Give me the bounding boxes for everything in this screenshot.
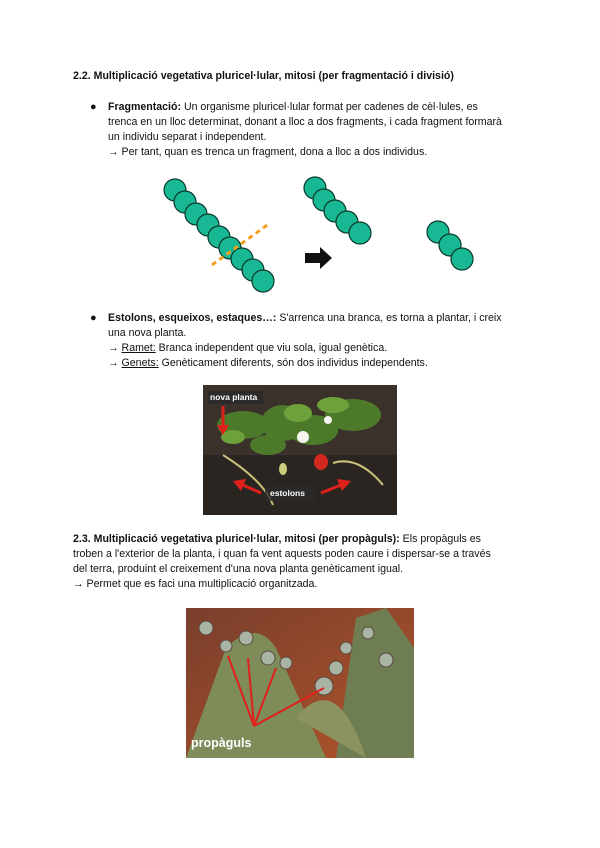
genets-term: Genets: <box>121 357 159 369</box>
cell <box>349 222 371 244</box>
label-nova-planta: nova planta <box>210 392 258 402</box>
fragmentation-diagram <box>150 170 490 300</box>
fragmentacio-line3: un individu separat i independent. <box>108 131 267 143</box>
propagules-photo <box>186 608 414 758</box>
ramet-term: Ramet: <box>121 342 156 354</box>
fragmentacio-paragraph <box>108 100 538 160</box>
fragmentacio-line2: trenca en un lloc determinat, donant a lloc a dos fragments, i cada fragment formarà <box>108 116 502 128</box>
arrow-right-icon <box>305 247 332 269</box>
estolons-term: Estolons, esqueixos, estaques…: <box>108 312 277 324</box>
estolons-paragraph <box>108 311 538 371</box>
section-heading-2-3: 2.3. Multiplicació vegetativa pluricel·lular, mitosi (per propàguls): <box>73 533 400 545</box>
ramet-line: → Ramet: Branca independent que viu sola, igual genètica. <box>108 342 388 354</box>
propaguls-line4: → Permet que es faci una multiplicació organitzada. <box>73 578 318 590</box>
label-propaguls: propàguls <box>191 736 252 750</box>
propaguls-text: Els propàguls es <box>399 533 481 545</box>
strawberry-photo <box>203 385 397 515</box>
cell <box>451 248 473 270</box>
bullet-dot: ● <box>90 312 97 324</box>
section-heading-2-2: 2.2. Multiplicació vegetativa pluricel·lular, mitosi (per fragmentació i divisió) <box>73 70 454 82</box>
fragmentacio-arrow-line: → Per tant, quan es trenca un fragment, dona a lloc a dos individus. <box>108 146 428 158</box>
label-estolons: estolons <box>270 488 305 498</box>
bullet-dot: ● <box>90 101 97 113</box>
fragmentacio-text: Un organisme pluricel·lular format per cadenes de cèl·lules, es <box>181 101 478 113</box>
estolons-line2: una nova planta. <box>108 327 187 339</box>
propaguls-paragraph <box>73 532 533 592</box>
genets-line: → Genets: Genèticament diferents, són dos individus independents. <box>108 357 428 369</box>
cell <box>252 270 274 292</box>
propaguls-line2: troben a l'exterior de la planta, i quan fa vent aquests poden caure i dispersar-se a través <box>73 548 491 560</box>
estolons-text: S'arrenca una branca, es torna a plantar, i creix <box>276 312 502 324</box>
propaguls-line3: del terra, produint el creixement d'una nova planta genèticament igual. <box>73 563 404 575</box>
fragmentacio-term: Fragmentació: <box>108 101 181 113</box>
